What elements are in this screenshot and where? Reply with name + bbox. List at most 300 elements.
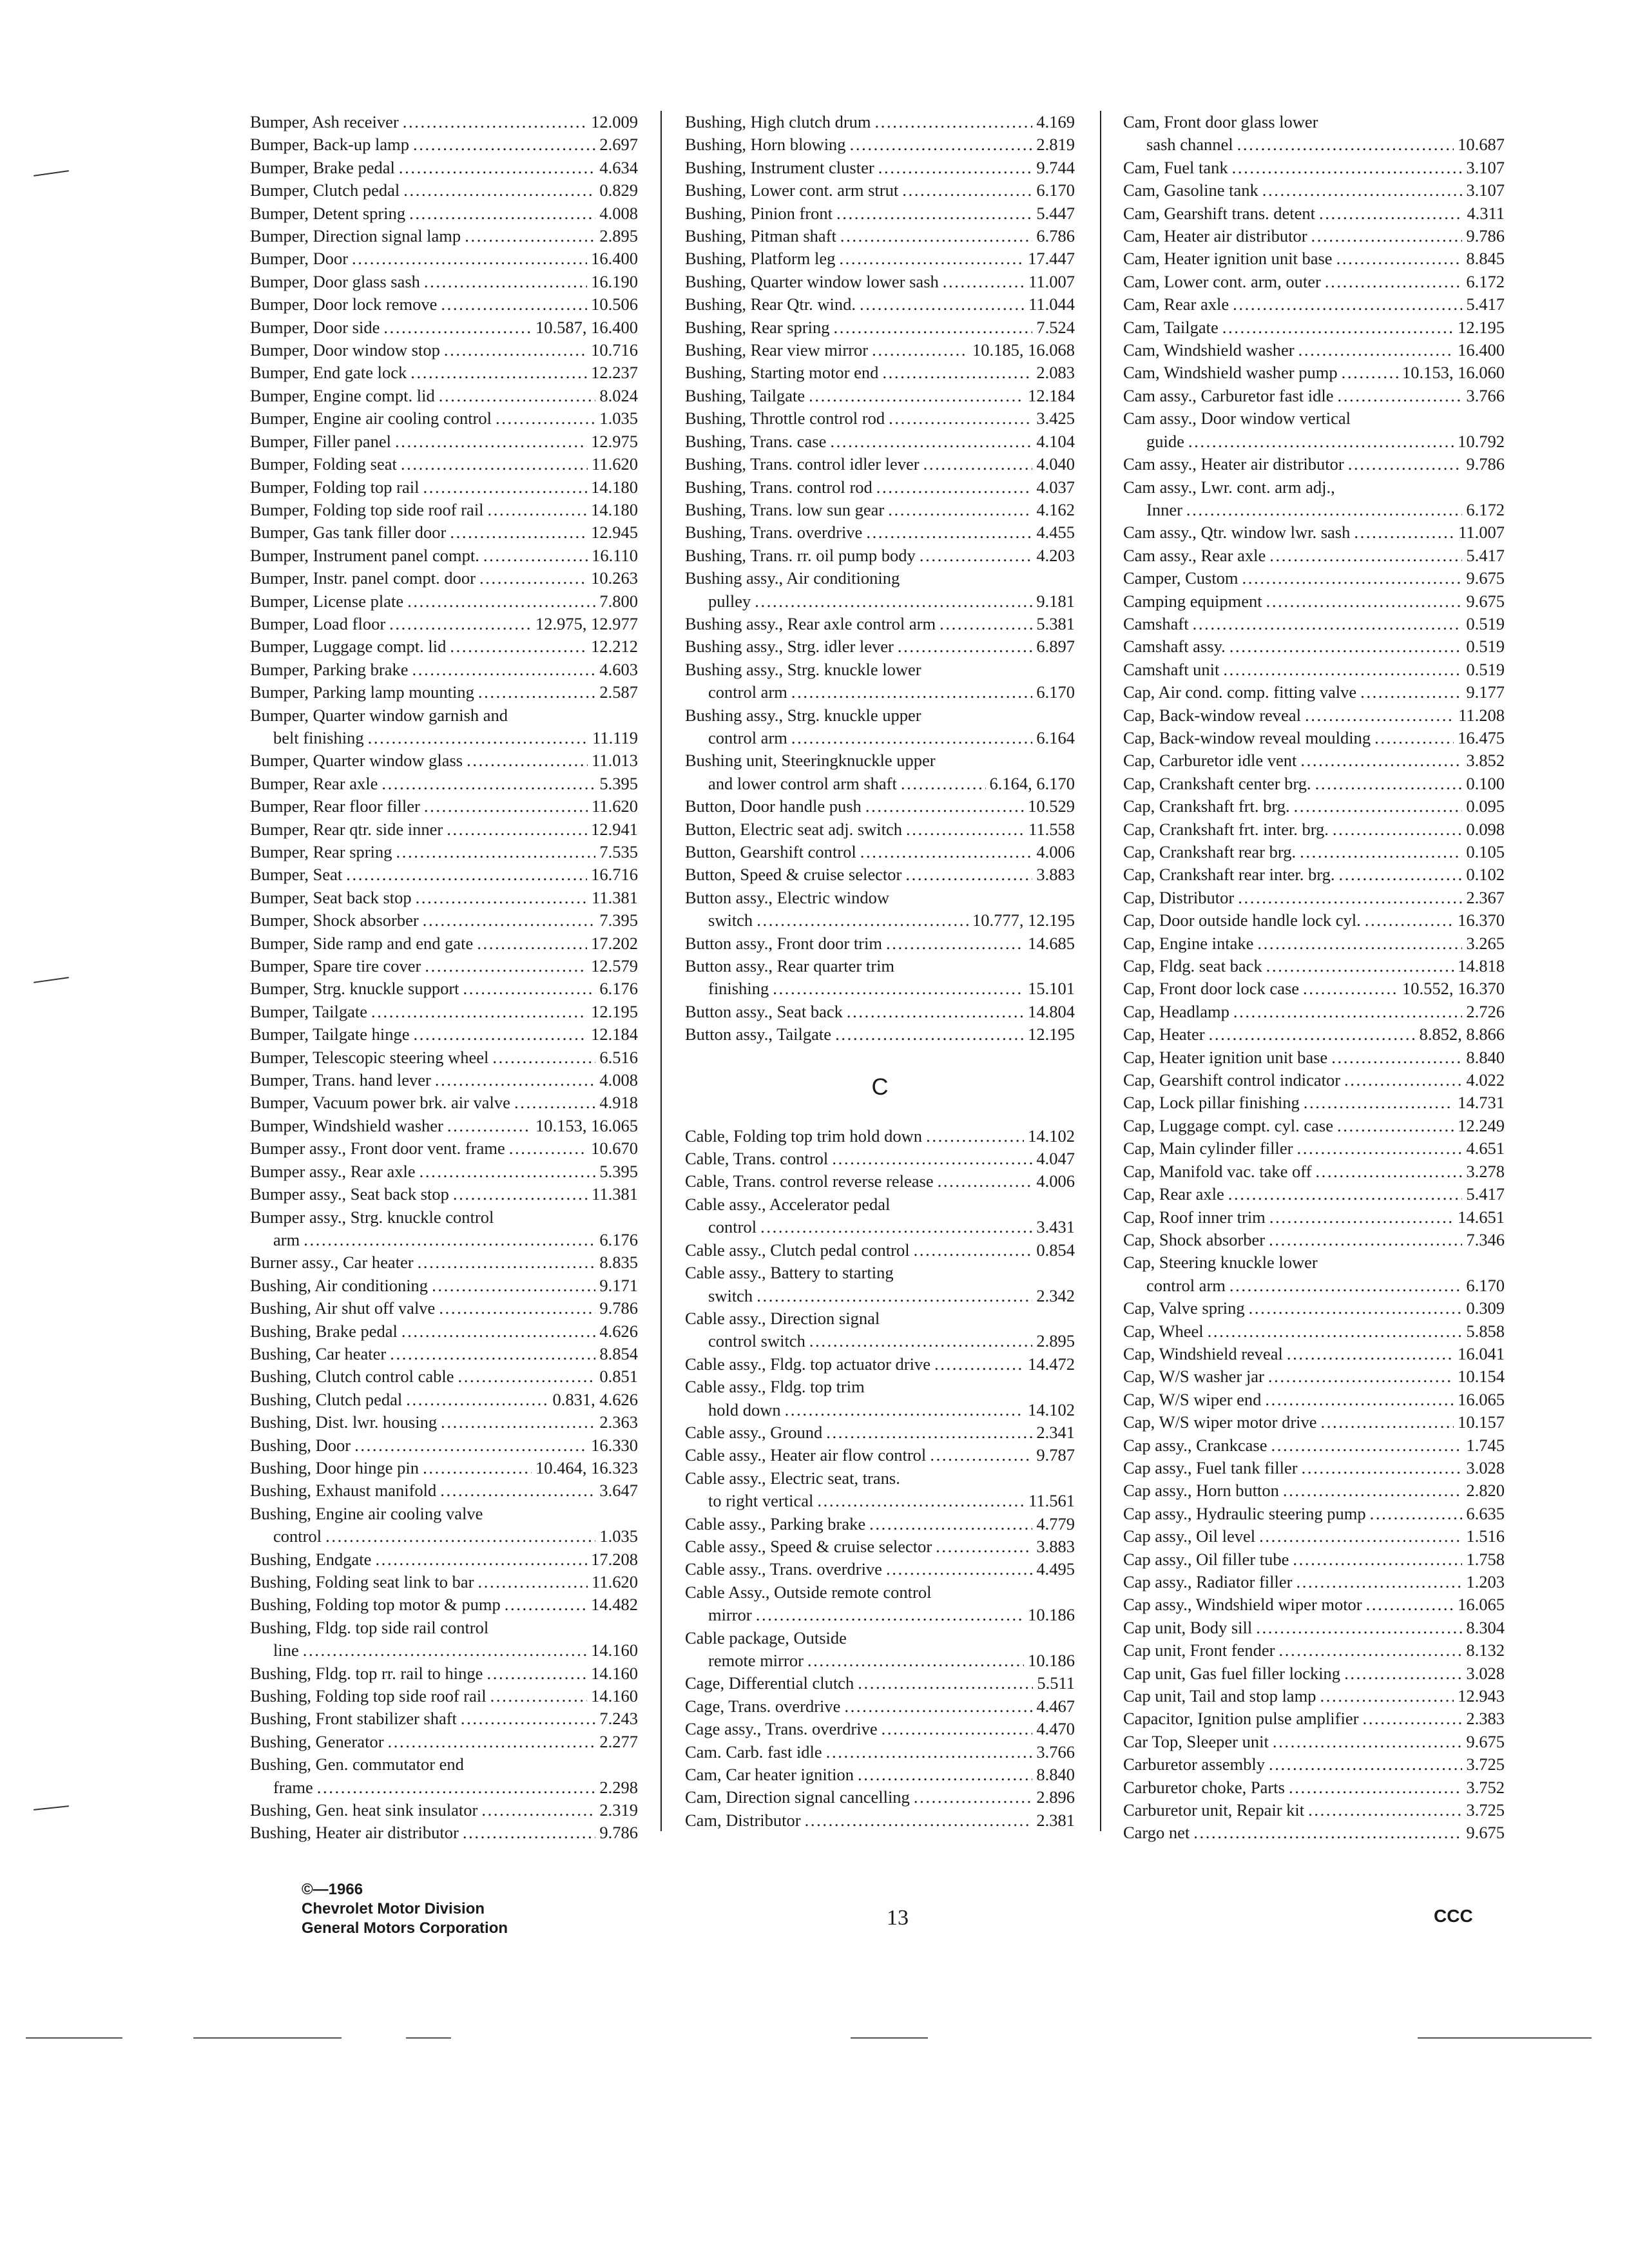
index-entry xyxy=(250,1753,638,1799)
index-entry xyxy=(250,293,638,316)
entry-text: Cap, Manifold vac. take off xyxy=(1123,1161,1312,1181)
entry-line xyxy=(250,499,638,521)
leader-dots xyxy=(940,613,1032,635)
entry-text: hold down xyxy=(708,1399,781,1419)
leader-dots xyxy=(381,773,595,795)
section-reference: 15.101 xyxy=(1028,979,1075,999)
leader-dots xyxy=(1223,658,1462,681)
index-entry xyxy=(685,1809,1075,1832)
entry-text: Cargo net xyxy=(1123,1823,1190,1843)
leader-dots xyxy=(444,339,587,361)
entry-text: Bumper, Strg. knuckle support xyxy=(250,979,459,999)
index-entry xyxy=(1123,1457,1505,1479)
section-reference: 10.263 xyxy=(591,568,638,588)
index-entry xyxy=(685,271,1075,293)
index-entry xyxy=(685,1262,1075,1307)
index-entry xyxy=(1123,1046,1505,1069)
section-reference: 0.309 xyxy=(1466,1298,1505,1318)
index-entry xyxy=(250,1137,638,1160)
entry-line xyxy=(685,1535,1075,1558)
index-entry xyxy=(685,293,1075,316)
section-reference: 2.895 xyxy=(1036,1331,1075,1351)
entry-line xyxy=(1123,1548,1505,1571)
leader-dots xyxy=(836,202,1032,225)
section-reference: 8.024 xyxy=(599,385,638,405)
entry-text: Bushing, Engine air cooling valve xyxy=(250,1503,483,1523)
index-entry xyxy=(1123,955,1505,977)
leader-dots xyxy=(872,339,969,361)
entry-text: Bumper, Spare tire cover xyxy=(250,956,421,976)
index-entry xyxy=(685,887,1075,932)
index-entry xyxy=(250,1091,638,1114)
entry-text: Camshaft xyxy=(1123,613,1189,633)
section-reference: 14.102 xyxy=(1028,1126,1075,1146)
section-reference: 11.007 xyxy=(1028,271,1075,291)
index-entry xyxy=(250,1206,638,1252)
entry-line xyxy=(250,1001,638,1023)
leader-dots xyxy=(418,1251,596,1274)
entry-line xyxy=(250,385,638,407)
entry-continuation-line xyxy=(250,727,638,749)
entry-text: Cam assy., Heater air distributor xyxy=(1123,454,1344,474)
leader-dots xyxy=(888,499,1032,521)
entry-text: frame xyxy=(273,1777,313,1797)
entry-text: Cap, Carburetor idle vent xyxy=(1123,751,1297,771)
entry-line xyxy=(685,749,1075,772)
index-entry xyxy=(250,567,638,590)
index-entry xyxy=(1123,1503,1505,1525)
entry-text: Bushing unit, Steeringknuckle upper xyxy=(685,751,936,771)
section-reference: 3.028 xyxy=(1466,1663,1505,1683)
entry-text: Cap, Distributor xyxy=(1123,887,1235,907)
section-reference: 9.786 xyxy=(599,1298,638,1318)
section-reference: 9.786 xyxy=(1466,454,1505,474)
entry-line xyxy=(1123,1183,1505,1206)
index-entry xyxy=(685,955,1075,1001)
index-entry xyxy=(1123,1479,1505,1502)
entry-line xyxy=(250,818,638,841)
leader-dots xyxy=(1296,1571,1462,1593)
entry-text: Cap assy., Oil level xyxy=(1123,1526,1256,1546)
section-reference: 7.535 xyxy=(599,842,638,861)
entry-line xyxy=(685,293,1075,316)
leader-dots xyxy=(1319,202,1463,225)
entry-text: Bushing, Trans. control rod xyxy=(685,477,872,497)
entry-text: Cam, Distributor xyxy=(685,1810,801,1830)
index-entry xyxy=(1123,1685,1505,1707)
leader-dots xyxy=(1374,727,1454,749)
section-reference: 8.304 xyxy=(1466,1617,1505,1637)
index-entry xyxy=(250,499,638,521)
index-entry xyxy=(250,932,638,955)
leader-dots xyxy=(424,271,587,293)
entry-text: Bumper, Filler panel xyxy=(250,431,391,451)
leader-dots xyxy=(760,1216,1032,1238)
entry-text: Cap, Crankshaft frt. brg. xyxy=(1123,796,1290,816)
index-entry xyxy=(1123,773,1505,795)
section-reference: 10.464, 16.323 xyxy=(535,1457,638,1477)
entry-text: Bumper, Door glass sash xyxy=(250,271,420,291)
leader-dots xyxy=(882,361,1032,384)
index-entry xyxy=(1123,932,1505,955)
section-reference: 12.975, 12.977 xyxy=(535,613,638,633)
entry-text: Bushing, Dist. lwr. housing xyxy=(250,1412,438,1432)
entry-text: Bumper, Engine air cooling control xyxy=(250,408,492,428)
index-entry xyxy=(1123,1821,1505,1844)
entry-line xyxy=(685,1558,1075,1581)
entry-line xyxy=(1123,818,1505,841)
entry-text: Cage assy., Trans. overdrive xyxy=(685,1719,878,1739)
entry-text: Button, Speed & cruise selector xyxy=(685,865,902,885)
entry-text: Cam, Direction signal cancelling xyxy=(685,1787,910,1807)
entry-text: Bushing, Brake pedal xyxy=(250,1321,398,1341)
section-reference: 4.006 xyxy=(1036,1171,1075,1191)
entry-text: Bushing, Fldg. top side rail control xyxy=(250,1617,489,1637)
entry-text: Button assy., Seat back xyxy=(685,1001,843,1021)
entry-line xyxy=(250,1617,638,1639)
entry-line xyxy=(250,1091,638,1114)
entry-line xyxy=(250,773,638,795)
entry-text: finishing xyxy=(708,979,769,999)
entry-line xyxy=(250,1662,638,1685)
index-entry xyxy=(1123,1343,1505,1365)
leader-dots xyxy=(835,1023,1024,1046)
section-reference: 0.829 xyxy=(599,180,638,200)
entry-line xyxy=(1123,1297,1505,1320)
section-reference: 6.172 xyxy=(1466,499,1505,519)
entry-line xyxy=(250,1593,638,1616)
leader-dots xyxy=(388,1731,596,1753)
index-entry xyxy=(685,361,1075,384)
entry-line xyxy=(685,567,1075,590)
entry-line xyxy=(250,1707,638,1730)
section-reference: 9.675 xyxy=(1466,591,1505,611)
entry-line xyxy=(250,430,638,453)
entry-line xyxy=(1123,1776,1505,1799)
section-reference: 10.587, 16.400 xyxy=(535,317,638,337)
index-entry xyxy=(250,863,638,886)
section-reference: 3.028 xyxy=(1466,1457,1505,1477)
entry-text: Bumper, Door xyxy=(250,249,349,269)
entry-text: Cable assy., Direction signal xyxy=(685,1308,880,1328)
index-entry xyxy=(1123,567,1505,590)
leader-dots xyxy=(1338,863,1462,886)
leader-dots xyxy=(432,1274,595,1297)
index-entry xyxy=(1123,179,1505,202)
index-entry xyxy=(685,544,1075,567)
entry-text: Cap, Valve spring xyxy=(1123,1298,1245,1318)
index-entry xyxy=(1123,818,1505,841)
entry-line xyxy=(1123,293,1505,316)
entry-text: Bushing, Gen. commutator end xyxy=(250,1754,464,1774)
index-entry xyxy=(250,1297,638,1320)
leader-dots xyxy=(1262,179,1463,202)
entry-continuation-line xyxy=(250,1525,638,1548)
entry-line xyxy=(1123,339,1505,361)
entry-line xyxy=(1123,225,1505,247)
entry-line xyxy=(685,887,1075,909)
entry-line xyxy=(1123,1229,1505,1251)
entry-text: Cam assy., Qtr. window lwr. sash xyxy=(1123,523,1351,543)
entry-line xyxy=(250,225,638,247)
index-entry xyxy=(1123,590,1505,613)
entry-line xyxy=(685,1376,1075,1398)
index-entry xyxy=(1123,1229,1505,1251)
entry-line xyxy=(685,635,1075,658)
leader-dots xyxy=(1362,1707,1462,1730)
section-reference: 3.107 xyxy=(1466,157,1505,177)
entry-text: Bushing assy., Strg. knuckle lower xyxy=(685,659,921,679)
entry-text: Bumper, Quarter window glass xyxy=(250,751,463,771)
entry-line xyxy=(1123,1662,1505,1685)
section-reference: 16.400 xyxy=(1458,340,1505,360)
leader-dots xyxy=(410,361,587,384)
section-reference: 16.330 xyxy=(591,1435,638,1455)
entry-text: Cam, Gearshift trans. detent xyxy=(1123,203,1316,223)
entry-line xyxy=(1123,704,1505,727)
entry-line xyxy=(685,157,1075,179)
entry-text: Bumper, Load floor xyxy=(250,613,386,633)
entry-line xyxy=(685,818,1075,841)
entry-text: Bumper, Rear qtr. side inner xyxy=(250,819,443,839)
section-reference: 3.725 xyxy=(1466,1800,1505,1820)
entry-text: Bumper, Parking brake xyxy=(250,659,409,679)
leader-dots xyxy=(938,1170,1033,1193)
section-reference: 12.579 xyxy=(591,956,638,976)
entry-text: Cam, Heater ignition unit base xyxy=(1123,249,1333,269)
entry-line xyxy=(685,247,1075,270)
entry-text: Cable, Folding top trim hold down xyxy=(685,1126,923,1146)
leader-dots xyxy=(1315,773,1463,795)
entry-text: Cap assy., Fuel tank filler xyxy=(1123,1457,1298,1477)
leader-dots xyxy=(383,316,532,339)
entry-text: Bushing assy., Rear axle control arm xyxy=(685,613,936,633)
entry-text: Cap unit, Gas fuel filler locking xyxy=(1123,1663,1341,1683)
entry-text: Cable, Trans. control xyxy=(685,1149,829,1169)
section-reference: 2.587 xyxy=(599,682,638,702)
entry-text: Bumper, Tailgate hinge xyxy=(250,1024,410,1044)
section-reference: 4.603 xyxy=(599,659,638,679)
entry-text: Cap unit, Body sill xyxy=(1123,1617,1253,1637)
entry-text: Cap, Air cond. comp. fitting valve xyxy=(1123,682,1357,702)
leader-dots xyxy=(1320,1685,1454,1707)
entry-line xyxy=(1123,1365,1505,1388)
entry-line xyxy=(685,1170,1075,1193)
section-reference: 4.918 xyxy=(599,1093,638,1113)
section-reference: 3.431 xyxy=(1036,1217,1075,1237)
index-entry xyxy=(250,1274,638,1297)
index-entry xyxy=(250,1662,638,1685)
entry-line xyxy=(1123,1343,1505,1365)
leader-dots xyxy=(401,1320,595,1343)
entry-text: switch xyxy=(708,1285,753,1305)
leader-dots xyxy=(458,1365,595,1388)
leader-dots xyxy=(1232,157,1463,179)
entry-continuation-line xyxy=(1123,430,1505,453)
leader-dots xyxy=(1289,1776,1462,1799)
entry-line xyxy=(685,1672,1075,1695)
index-entry xyxy=(1123,727,1505,749)
leader-dots xyxy=(1304,1091,1454,1114)
entry-line xyxy=(250,1548,638,1571)
entry-line xyxy=(1123,909,1505,932)
index-entry xyxy=(250,749,638,772)
entry-line xyxy=(250,1685,638,1707)
index-entry xyxy=(685,1467,1075,1513)
section-reference: 4.651 xyxy=(1466,1139,1505,1158)
entry-line xyxy=(1123,1571,1505,1593)
leader-dots xyxy=(412,658,595,681)
index-entry xyxy=(1123,681,1505,704)
entry-text: Bushing, Pinion front xyxy=(685,203,833,223)
entry-text: control switch xyxy=(708,1331,805,1351)
entry-text: sash channel xyxy=(1146,135,1233,155)
section-reference: 4.169 xyxy=(1036,112,1075,131)
index-entry xyxy=(250,1503,638,1548)
section-reference: 4.008 xyxy=(599,203,638,223)
section-reference: 0.851 xyxy=(599,1367,638,1387)
index-entry xyxy=(1123,1662,1505,1685)
leader-dots xyxy=(791,681,1032,704)
index-entry xyxy=(685,749,1075,795)
index-entry xyxy=(1123,1001,1505,1023)
section-reference: 2.083 xyxy=(1036,363,1075,383)
index-entry xyxy=(250,1115,638,1137)
entry-line xyxy=(685,1718,1075,1740)
entry-line xyxy=(1123,1137,1505,1160)
section-reference: 17.447 xyxy=(1028,249,1075,269)
entry-line xyxy=(250,453,638,476)
entry-text: Bushing, Rear Qtr. wind. xyxy=(685,294,856,314)
entry-text: Bumper, Engine compt. lid xyxy=(250,385,435,405)
copyright-line: ©—1966 xyxy=(302,1881,363,1898)
entry-line xyxy=(1123,1639,1505,1662)
index-entry xyxy=(1123,1525,1505,1548)
index-entry xyxy=(1123,111,1505,157)
index-entry xyxy=(250,225,638,247)
section-reference: 14.482 xyxy=(591,1595,638,1615)
section-reference: 14.180 xyxy=(591,477,638,497)
section-reference: 7.346 xyxy=(1466,1229,1505,1249)
index-entry xyxy=(250,430,638,453)
leader-dots xyxy=(809,385,1024,407)
entry-line xyxy=(685,1421,1075,1444)
entry-text: Bushing, Front stabilizer shaft xyxy=(250,1709,457,1729)
entry-line xyxy=(250,1137,638,1160)
entry-line xyxy=(1123,1685,1505,1707)
entry-text: Cap, Windshield reveal xyxy=(1123,1343,1283,1363)
leader-dots xyxy=(317,1776,596,1799)
entry-text: Bumper, Door window stop xyxy=(250,340,440,360)
leader-dots xyxy=(1321,1411,1454,1434)
index-entry xyxy=(1123,1434,1505,1457)
entry-text: Cap assy., Crankcase xyxy=(1123,1435,1268,1455)
scan-mark xyxy=(34,1805,69,1811)
entry-text: Cam, Tailgate xyxy=(1123,317,1219,337)
entry-text: Bushing assy., Air conditioning xyxy=(685,568,900,588)
section-reference: 6.897 xyxy=(1036,637,1075,657)
section-reference: 9.786 xyxy=(599,1823,638,1843)
section-reference: 2.363 xyxy=(599,1412,638,1432)
leader-dots xyxy=(375,1548,587,1571)
entry-line xyxy=(685,111,1075,133)
entry-text: Cam, Lower cont. arm, outer xyxy=(1123,271,1321,291)
index-entry xyxy=(685,1763,1075,1786)
leader-dots xyxy=(477,932,587,955)
leader-dots xyxy=(325,1525,595,1548)
leader-dots xyxy=(850,133,1033,156)
leader-dots xyxy=(403,111,587,133)
entry-line xyxy=(1123,681,1505,704)
section-reference: 4.311 xyxy=(1467,203,1505,223)
entry-text: Bumper, Windshield washer xyxy=(250,1115,443,1135)
index-entry xyxy=(685,1353,1075,1376)
entry-line xyxy=(685,499,1075,521)
entry-text: Bushing assy., Strg. idler lever xyxy=(685,637,894,657)
leader-dots xyxy=(886,932,1024,955)
entry-text: Bumper, Brake pedal xyxy=(250,157,395,177)
section-reference: 12.975 xyxy=(591,431,638,451)
entry-text: Cam, Windshield washer xyxy=(1123,340,1295,360)
column-divider xyxy=(660,111,662,1831)
index-entry xyxy=(1123,1799,1505,1821)
index-entry xyxy=(685,1170,1075,1193)
index-entry xyxy=(685,247,1075,270)
section-reference: 4.626 xyxy=(599,1321,638,1341)
section-reference: 4.008 xyxy=(599,1070,638,1090)
entry-text: Cap, Steering knuckle lower xyxy=(1123,1253,1318,1273)
entry-text: Bumper, Instr. panel compt. door xyxy=(250,568,476,588)
leader-dots xyxy=(407,590,595,613)
leader-dots xyxy=(1296,1137,1462,1160)
leader-dots xyxy=(882,1718,1033,1740)
entry-line xyxy=(250,179,638,202)
section-reference: 6.786 xyxy=(1036,226,1075,246)
leader-dots xyxy=(354,1434,587,1457)
entry-text: Cap, Luggage compt. cyl. case xyxy=(1123,1115,1333,1135)
index-entry xyxy=(1123,271,1505,293)
index-entry xyxy=(685,1376,1075,1421)
leader-dots xyxy=(1315,1160,1462,1183)
section-reference: 5.381 xyxy=(1036,613,1075,633)
leader-dots xyxy=(1302,1457,1463,1479)
leader-dots xyxy=(477,1571,588,1593)
entry-text: Bumper, Direction signal lamp xyxy=(250,226,461,246)
entry-line xyxy=(1123,385,1505,407)
scan-mark xyxy=(34,977,69,983)
entry-text: Cable, Trans. control reverse release xyxy=(685,1171,934,1191)
entry-text: control arm xyxy=(708,682,787,702)
entry-line xyxy=(1123,1593,1505,1616)
entry-text: Cable assy., Electric seat, trans. xyxy=(685,1468,900,1488)
leader-dots xyxy=(406,1389,548,1411)
entry-line xyxy=(1123,567,1505,590)
entry-text: Bushing, Rear spring xyxy=(685,317,830,337)
entry-line xyxy=(250,887,638,909)
entry-line xyxy=(685,1023,1075,1046)
index-entry xyxy=(1123,1548,1505,1571)
section-reference: 3.278 xyxy=(1466,1161,1505,1181)
index-entry xyxy=(1123,863,1505,886)
index-entry xyxy=(685,658,1075,704)
leader-dots xyxy=(389,613,532,635)
entry-text: Cap, W/S wiper end xyxy=(1123,1389,1262,1409)
entry-line xyxy=(250,202,638,225)
entry-text: Button, Door handle push xyxy=(685,796,862,816)
entry-text: arm xyxy=(273,1229,300,1249)
section-reference: 16.475 xyxy=(1458,727,1505,747)
leader-dots xyxy=(1193,1821,1462,1844)
